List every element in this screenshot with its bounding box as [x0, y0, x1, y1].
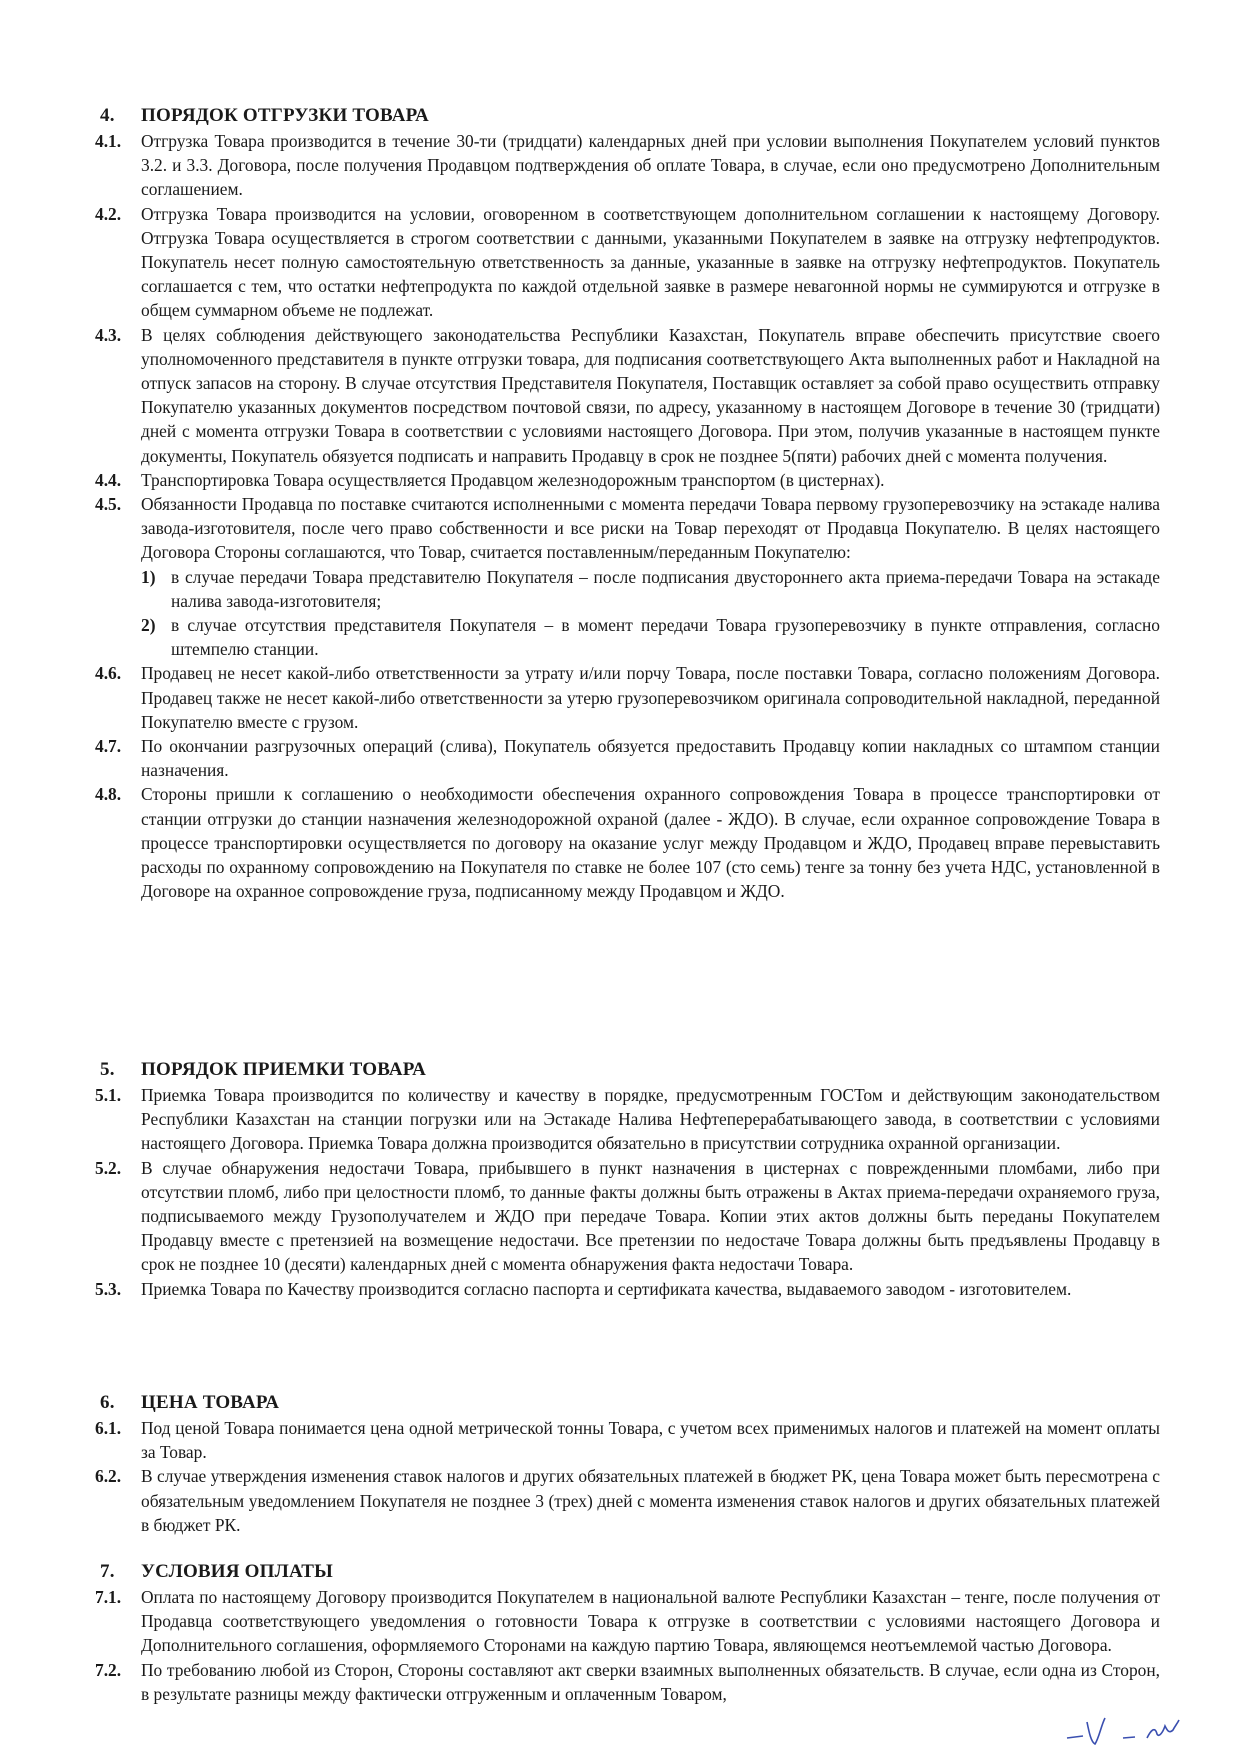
clause	[95, 323, 1160, 468]
clause	[95, 202, 1160, 323]
clause	[95, 468, 1160, 492]
clause-number: 4.8.	[95, 784, 122, 805]
clause-text: Под ценой Товара понимается цена одной метрической тонны Товара, с учетом всех применимых налогов и платежей на момент оплаты за Товар.	[141, 1418, 1160, 1463]
section-heading	[95, 1058, 1160, 1082]
clause-text: Обязанности Продавца по поставке считаются исполненными с момента передачи Товара первому грузоперевозчику на эстакаде налива завода-изготовителя, после чего право собственности и все риски на Товар переходят от Продавца Покупателю. В целях настоящего Договора Стороны соглашаются, что Товар, считается поставленным/переданным Покупателю:	[141, 494, 1160, 563]
clause	[95, 492, 1160, 565]
handwritten-signature	[1065, 1708, 1185, 1748]
clause-text: Отгрузка Товара производится в течение 30-ти (тридцати) календарных дней при условии выполнения Покупателем условий пунктов 3.2. и 3.3. Договора, после получения Продавцом подтверждения об оплате Товара, в случае, если оно предусмотрено Дополнительным соглашением.	[141, 131, 1160, 200]
clause	[95, 1585, 1160, 1658]
clause-text: Приемка Товара производится по количеству и качеству в порядке, предусмотренным ГОСТом и действующим законодательством Республики Казахстан на станции погрузки или на Эстакаде Налива Нефтеперерабатывающего завода, в соответствии с условиями настоящего Договора. Приемка Товара должна производится обязательно в присутствии сотрудника охранной организации.	[141, 1085, 1160, 1154]
clause-number: 4.1.	[95, 131, 122, 151]
clause-text: В целях соблюдения действующего законодательства Республики Казахстан, Покупатель вправе обеспечить присутствие своего уполномоченного представителя в пункте отгрузки товара, для подписания соответствующего Акта выполненных работ и Накладной на отпуск запасов на сторону. В случае отсутствия Представителя Покупателя, Поставщик оставляет за собой право осуществить отправку Покупателю указанных документов посредством почтовой связи, по адресу, указанному в настоящем Договоре в течение 30 (тридцати) дней с момента отгрузки Товара в соответствии с условиями настоящего Договора. При этом, получив указанные в настоящем пункте документы, Покупатель обязуется подписать и направить Продавцу в срок не позднее 5(пяти) рабочих дней с момента получения.	[141, 324, 1160, 466]
section-number: 5.	[100, 1059, 115, 1080]
clause-number: 5.3.	[95, 1278, 122, 1299]
clause	[95, 1083, 1160, 1156]
clause	[95, 1416, 1160, 1464]
section-payment	[95, 1560, 1160, 1706]
sub-clause-text: в случае передачи Товара представителю Покупателя – после подписания двустороннего акта приема-передачи Товара на эстакаде налива завода-изготовителя;	[171, 566, 1160, 611]
sub-clause	[141, 565, 1160, 613]
section-title: УСЛОВИЯ ОПЛАТЫ	[141, 1561, 333, 1582]
clause-number: 4.5.	[95, 494, 122, 515]
clause	[95, 1464, 1160, 1537]
clause	[95, 129, 1160, 202]
clause-number: 5.1.	[95, 1085, 122, 1105]
section-heading	[95, 1391, 1160, 1415]
clause	[95, 1277, 1160, 1301]
sub-clause-text: в случае отсутствия представителя Покупателя – в момент передачи Товара грузоперевозчику в пункте отправления, согласно штемпелю станции.	[171, 615, 1160, 660]
section-price	[95, 1391, 1160, 1537]
sub-clause-number: 1)	[141, 566, 156, 587]
clause-text: Транспортировка Товара осуществляется Продавцом железнодорожным транспортом (в цистернах).	[141, 469, 885, 490]
clause-text: Оплата по настоящему Договору производится Покупателем в национальной валюте Республики Казахстан – тенге, после получения от Продавца соответствующего уведомления о готовности Товара к отгрузке в соответствии с условиями настоящего Договора и Дополнительного соглашения, оформляемого Сторонами на каждую партию Товара, являющемся неотъемлемой частью Договора.	[141, 1587, 1160, 1656]
clause-text: По требованию любой из Сторон, Стороны составляют акт сверки взаимных выполненных обязательств. В случае, если одна из Сторон, в результате разницы между фактически отгруженным и оплаченным Товаром,	[141, 1659, 1160, 1704]
clause-number: 6.2.	[95, 1466, 122, 1487]
clause-text: По окончании разгрузочных операций (слива), Покупатель обязуется предоставить Продавцу копии накладных со штампом станции назначения.	[141, 736, 1160, 781]
section-title: ЦЕНА ТОВАРА	[141, 1392, 280, 1413]
section-number: 7.	[100, 1561, 115, 1582]
clause-number: 6.1.	[95, 1418, 122, 1438]
clause-text: Продавец не несет какой-либо ответственности за утрату и/или порчу Товара, после поставки Товара, согласно положениям Договора. Продавец также не несет какой-либо ответственности за утерю грузоперевозчиком оригинала сопроводительной накладной, переданной Покупателю вместе с грузом.	[141, 663, 1160, 732]
clause-number: 5.2.	[95, 1157, 122, 1178]
clause-text: Приемка Товара по Качеству производится согласно паспорта и сертификата качества, выдаваемого заводом - изготовителем.	[141, 1278, 1072, 1299]
clause-number: 4.2.	[95, 203, 122, 224]
clause-number: 7.1.	[95, 1587, 122, 1607]
clause-number: 7.2.	[95, 1659, 122, 1680]
section-number: 6.	[100, 1392, 115, 1413]
clause-number: 4.4.	[95, 469, 122, 490]
clause	[95, 1156, 1160, 1277]
section-heading	[95, 1560, 1160, 1584]
section-title: ПОРЯДОК ПРИЕМКИ ТОВАРА	[141, 1059, 427, 1080]
clause-number: 4.6.	[95, 663, 122, 684]
clause-text: Отгрузка Товара производится на условии, оговоренном в соответствующем дополнительном соглашении к настоящему Договору. Отгрузка Товара осуществляется в строгом соответствии с данными, указанными Покупателем в заявке на отгрузку нефтепродуктов. Покупатель несет полную самостоятельную ответственность за данные, указанные в заявке на отгрузку нефтепродуктов. Покупатель соглашается с тем, что остатки нефтепродукта по каждой отдельной заявке в размере невагонной нормы не суммируются и отгрузке в общем суммарном объеме не подлежат.	[141, 203, 1160, 321]
sub-clause	[141, 613, 1160, 661]
section-acceptance	[95, 1058, 1160, 1301]
section-heading	[95, 104, 1160, 128]
clause	[95, 782, 1160, 903]
clause	[95, 1658, 1160, 1706]
section-number: 4.	[100, 105, 115, 126]
section-shipment	[95, 104, 1160, 904]
clause-number: 4.3.	[95, 324, 122, 345]
clause	[95, 734, 1160, 782]
clause	[95, 661, 1160, 734]
clause-text: Стороны пришли к соглашению о необходимости обеспечения охранного сопровождения Товара в процессе транспортировки от станции отгрузки до станции назначения железнодорожной охраной (далее - ЖДО). В случае, если охранное сопровождение Товара в процессе транспортировки осуществляется по договору на оказание услуг между Продавцом и ЖДО, Продавец вправе перевыставить расходы по охранному сопровождению на Покупателя по ставке не более 107 (сто семь) тенге за тонну без учета НДС, установленной в Договоре на охранное сопровождение груза, подписанному между Продавцом и ЖДО.	[141, 784, 1160, 902]
sub-clause-number: 2)	[141, 615, 156, 636]
clause-text: В случае обнаружения недостачи Товара, прибывшего в пункт назначения в цистернах с поврежденными пломбами, либо при отсутствии пломб, либо при целостности пломб, то данные факты должны быть отражены в Актах приема-передачи охраняемого груза, подписываемого между Грузополучателем и ЖДО при передаче Товара. Копии этих актов должны быть переданы Покупателем Продавцу вместе с претензией на возмещение недостачи. Все претензии по недостаче Товара должны быть предъявлены Продавцу в срок не позднее 10 (десяти) календарных дней с момента обнаружения факта недостачи Товара.	[141, 1157, 1160, 1275]
clause-text: В случае утверждения изменения ставок налогов и других обязательных платежей в бюджет РК, цена Товара может быть пересмотрена с обязательным уведомлением Покупателя не позднее 3 (трех) дней с момента изменения ставок налогов и других обязательных платежей в бюджет РК.	[141, 1466, 1160, 1535]
section-title: ПОРЯДОК ОТГРУЗКИ ТОВАРА	[141, 105, 429, 126]
clause-number: 4.7.	[95, 736, 122, 757]
